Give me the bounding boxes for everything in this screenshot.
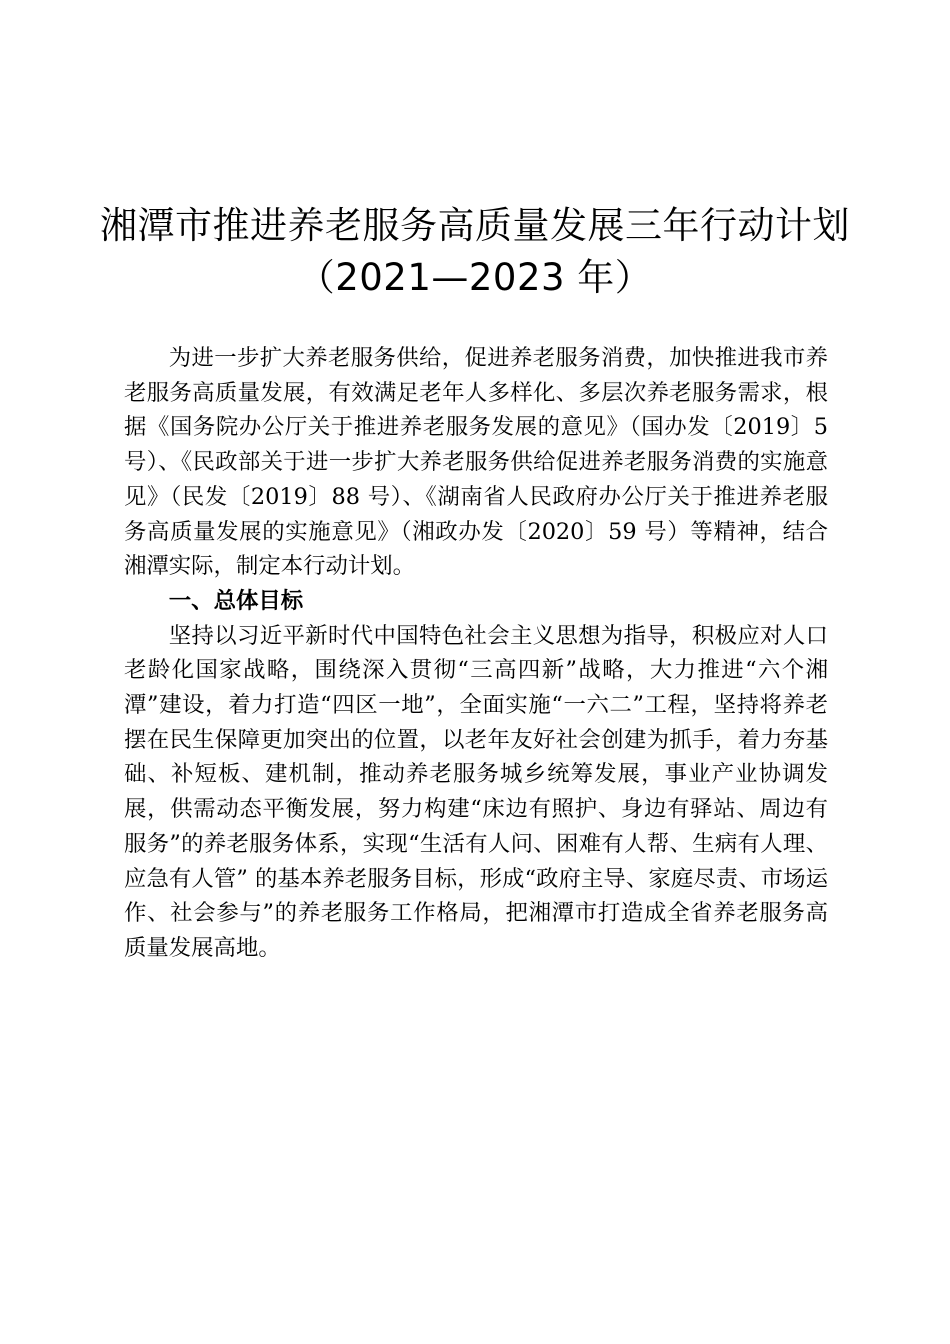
document-body <box>124 341 828 966</box>
goal-paragraph: 坚持以习近平新时代中国特色社会主义思想为指导，积极应对人口老龄化国家战略，围绕深入贯彻“三高四新”战略，大力推进“六个湘潭”建设，着力打造“四区一地”，全面实施“一六二”工程，坚持将养老摆在民生保障更加突出的位置，以老年友好社会创建为抓手，着力夯基础、补短板、建机制，推动养老服务城乡统筹发展，事业产业协调发展，供需动态平衡发展，努力构建“床边有照护、身边有驿站、周边有服务”的养老服务体系，实现“生活有人问、困难有人帮、生病有人理、应急有人管” 的基本养老服务目标，形成“政府主导、家庭尽责、市场运作、社会参与”的养老服务工作格局，把湘潭市打造成全省养老服务高质量发展高地。 <box>124 622 828 961</box>
intro-paragraph: 为进一步扩大养老服务供给，促进养老服务消费，加快推进我市养老服务高质量发展，有效满足老年人多样化、多层次养老服务需求，根据《国务院办公厅关于推进养老服务发展的意见》（国办发〔2019〕5 号）、《民政部关于进一步扩大养老服务供给促进养老服务消费的实施意见》（民发〔2019〕88 号）、《湖南省人民政府办公厅关于推进养老服务高质量发展的实施意见》（湘政办发〔2020〕59 号）等精神，结合湘潭实际，制定本行动计划。 <box>124 345 828 580</box>
document-subtitle-years: （2021—2023 年） <box>297 256 653 299</box>
document-title: 湘潭市推进养老服务高质量发展三年行动计划 <box>100 204 850 247</box>
section-heading: 一、总体目标 <box>168 587 304 614</box>
